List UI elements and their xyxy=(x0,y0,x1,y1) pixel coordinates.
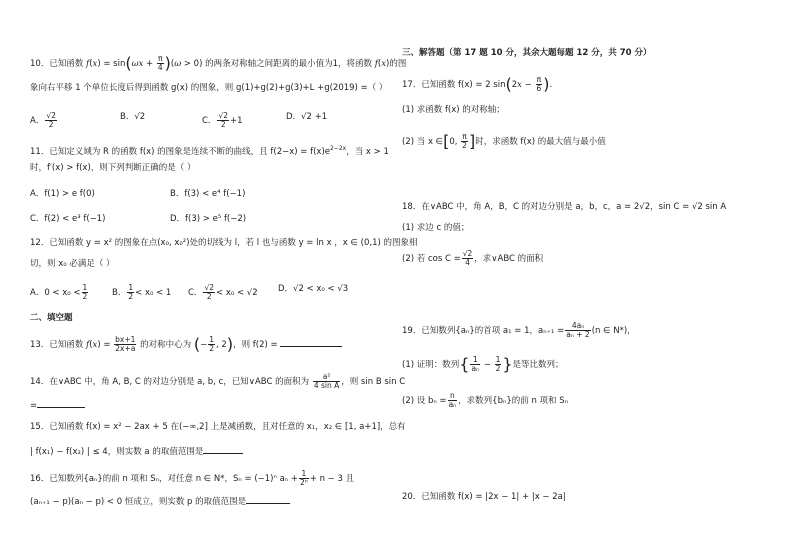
q12-option-c[interactable]: C． $\frac{√2}{2}$ < x₀ < √2 xyxy=(188,283,258,301)
q16-answer-blank[interactable] xyxy=(246,495,290,504)
q18: 18．在∨ABC 中，角 A，B，C 的对边分别是 a，b，c，a = 2√2，sin C = √2 sin A xyxy=(402,202,727,212)
q17: 17．已知函数 f(x) = 2 sin(2x − $\frac{\pi}{6}$ ). xyxy=(402,74,553,94)
q10-text-c: 1，将函数 xyxy=(332,59,373,69)
q17-part1: (1) 求函数 f(x) 的对称轴； xyxy=(402,105,505,115)
q15-answer-blank[interactable] xyxy=(203,445,243,454)
q14: 14．在∨ABC 中，角 A, B, C 的对边分别是 a, b, c，已知∨ABC 的面积为 $\frac{\text{a²}}{\text{4 sin A}}$ ，则 sin B sin C xyxy=(30,372,406,390)
q18-part1: (1) 求边 c 的值； xyxy=(402,223,470,233)
q10-intro: 10．已知函数 xyxy=(30,59,84,69)
q18-part2: (2) 若 cos C = $\frac{√2}{4}$ ，求∨ABC 的面积 xyxy=(402,249,544,267)
section3-heading: 三、解答题（第 17 题 10 分，其余大题每题 12 分，共 70 分） xyxy=(402,48,652,58)
q14-answer: = xyxy=(30,399,85,412)
q11-option-c[interactable]: C．f(2) < e³ f(−1) xyxy=(30,214,106,224)
q19-part1: (1) 证明：数列{ $\frac{1}{\text{aₙ}}$ − $\frac{1}{2}$ }是等比数列； xyxy=(402,354,564,374)
q10-text-d: 的图 xyxy=(389,59,407,69)
q12-options xyxy=(30,280,390,302)
q11-option-d[interactable]: D．f(3) > e⁵ f(−2) xyxy=(170,214,247,224)
q13: 13．已知函数 f(x) = $\frac{bx+1}{2x+a}$ 的对称中心为 (− $\frac{1}{2}$ , 2)，则 f(2) = xyxy=(30,336,342,353)
q15-line2: | f(x₁) − f(x₂) | ≤ 4，则实数 a 的取值范围是 xyxy=(30,445,243,458)
q16-line2: (aₙ₊₁ − p)(aₙ − p) < 0 恒成立，则实数 p 的取值范围是 xyxy=(30,495,290,508)
q10-line1: 10．已知函数 f(x) = sin(ωx + $\frac{\pi}{4}$ )(ω > 0) 的两条对称轴之间距离的最小值为1，将函数 f(x)的图 xyxy=(30,53,407,73)
pi-over-4: $\frac{\pi}{4}$ xyxy=(157,54,163,72)
q12-option-a[interactable]: A．0 < x₀ < $\frac{1}{2}$ xyxy=(30,283,88,301)
q14-answer-blank[interactable] xyxy=(37,399,85,408)
q11-option-a[interactable]: A．f(1) > e f(0) xyxy=(30,189,95,199)
q12-line2: 切，则 x₀ 必满足（ ） xyxy=(30,259,115,269)
q10-line2: 象向右平移 1 个单位长度后得到函数 g(x) 的图象，则 g(1)+g(2)+g(3)+L +g(2019) =（ ） xyxy=(30,83,388,93)
q11-line1: 11．已知定义域为 R 的函数 f(x) 的图象是连续不断的曲线，且 $f(2-x) = f(x)e^{2-2x}$，当 x > 1 xyxy=(30,145,389,157)
q17-part2: (2) 当 x ∈[0, $\frac{\pi}{2}$ ]时，求函数 f(x) 的最大值与最小值 xyxy=(402,131,606,151)
q19: 19．已知数列{aₙ}的首项 a₁ = 1，aₙ₊₁ = $\frac{\text{4aₙ}}{\text{aₙ + 2}}$ (n ∈ N*)， xyxy=(402,321,636,339)
section2-heading: 二、填空题 xyxy=(30,313,73,323)
q16-line1: 16．已知数列{aₙ}的前 n 项和 Sₙ，对任意 n ∈ N*，Sₙ = (−1)ⁿ aₙ + $\frac{1}{\text{2ⁿ}}$ + n − 3 且 xyxy=(30,469,355,487)
q10-option-c[interactable]: C． $\frac{√2}{2}$ +1 xyxy=(202,111,243,129)
q19-part2: (2) 设 bₙ = $\frac{n}{\text{aₙ}}$ ，求数列{bₙ}的前 n 项和 Sₙ xyxy=(402,391,569,409)
q12-option-b[interactable]: B． $\frac{1}{2}$ < x₀ < 1 xyxy=(112,283,172,301)
q10-options xyxy=(30,106,390,128)
q12-option-d[interactable]: D．√2 < x₀ < √3 xyxy=(278,284,349,294)
q15-line1: 15．已知函数 f(x) = x² − 2ax + 5 在(−∞,2] 上是减函数，且对任意的 x₁，x₂ ∈ [1, a+1]，总有 xyxy=(30,422,406,432)
q10-option-d[interactable]: D．√2 +1 xyxy=(286,112,328,122)
q10-text-b: 的两条对称轴之间距离的最小值为 xyxy=(205,59,333,69)
q20: 20．已知函数 f(x) = |2x − 1| + |x − 2a| xyxy=(402,492,566,502)
q12-line1: 12．已知函数 y = x² 的图象在点(x₀, x₀²)处的切线为 l，若 l 也与函数 y = ln x ，x ∈ (0,1) 的图象相 xyxy=(30,238,418,248)
q11-line2: 时，f′(x) > f(x)，则下列判断正确的是（ ） xyxy=(30,163,196,173)
q13-answer-blank[interactable] xyxy=(280,338,342,347)
q11-option-b[interactable]: B．f(3) < e⁴ f(−1) xyxy=(170,189,246,199)
q10-option-a[interactable]: A． $\frac{√2}{2}$ xyxy=(30,111,56,129)
q10-option-b[interactable]: B．√2 xyxy=(120,112,146,122)
